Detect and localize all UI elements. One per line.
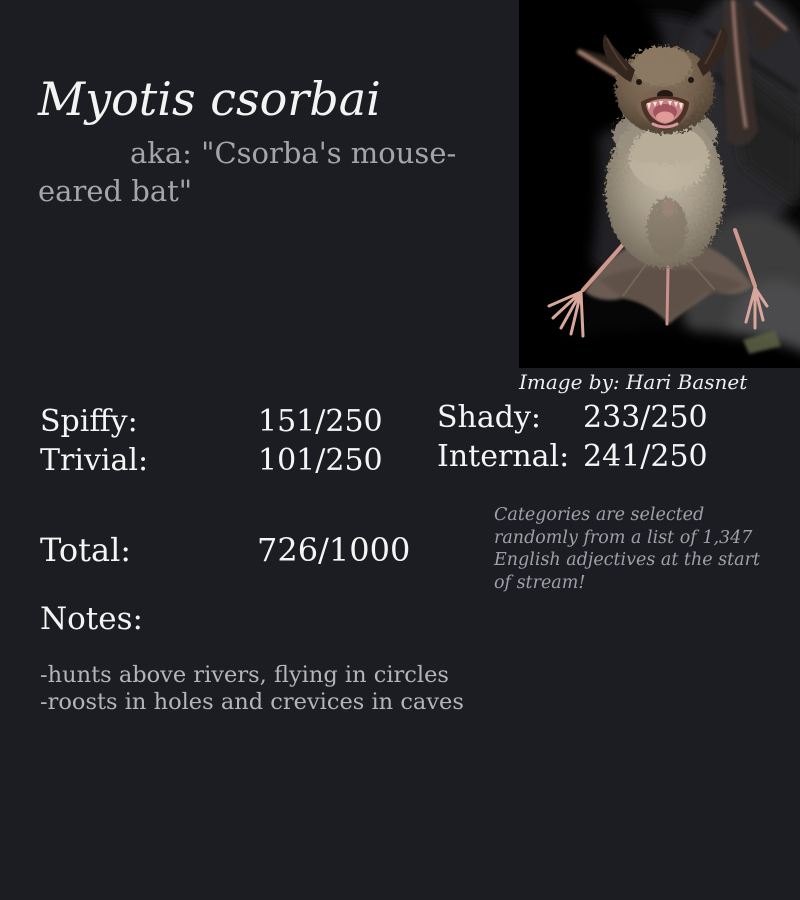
photo-credit: Image by: Hari Basnet [519, 370, 748, 394]
notes-list [40, 662, 500, 716]
notes-heading: Notes: [40, 601, 143, 637]
category-randomness-note: Categories are selected randomly from a list of 1,347 English adjectives at the start of stream! [494, 505, 760, 593]
stat-label: Trivial: [40, 443, 149, 478]
stat-label: Spiffy: [40, 404, 138, 439]
species-alias [38, 134, 468, 210]
species-alias-line1: aka: "Csorba's mouse- [130, 136, 457, 170]
note-item: -hunts above rivers, flying in circles [40, 662, 449, 688]
total-value: 726/1000 [257, 531, 411, 569]
stat-value: 151/250 [258, 404, 383, 439]
page-title: Myotis csorbai [38, 72, 381, 126]
note-item: -roosts in holes and crevices in caves [40, 689, 464, 715]
bat-photo [519, 0, 800, 368]
total-label: Total: [40, 531, 132, 569]
stat-value: 233/250 [583, 400, 708, 435]
stat-row-internal [437, 439, 777, 474]
stat-row-shady [437, 400, 777, 435]
stat-row-spiffy [40, 404, 440, 439]
stat-row-total [40, 531, 460, 569]
stat-value: 241/250 [583, 439, 708, 474]
stat-value: 101/250 [258, 443, 383, 478]
species-alias-line2: eared bat" [38, 174, 193, 208]
stat-label: Internal: [437, 439, 570, 474]
stat-row-trivial [40, 443, 440, 478]
stat-label: Shady: [437, 400, 542, 435]
